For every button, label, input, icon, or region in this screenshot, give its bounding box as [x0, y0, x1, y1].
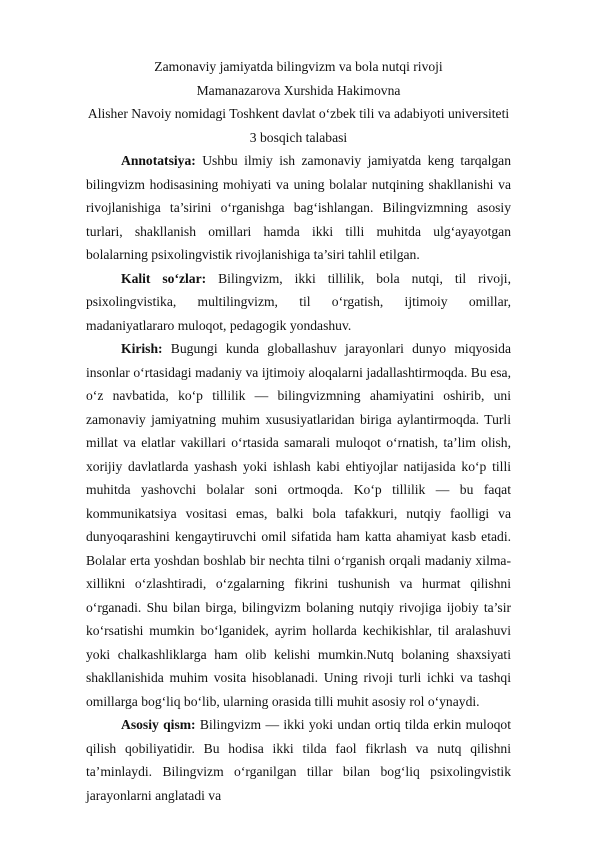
paper-title: Zamonaviy jamiyatda bilingvizm va bola nutqi rivoji: [154, 59, 443, 74]
annotation-text: Ushbu ilmiy ish zamonaviy jamiyatda keng tarqalgan bilingvizm hodisasining mohiyati va uning bolalar nutqining shakllanishi va rivojlanishiga ta’sirini o‘rganishga bag‘ishlangan. Bilingvizmning asosiy turlari, shakllanish omillari hamda ikki tilli muhitda ulg‘ayayotgan bolalarning psixolingvistik rivojlanishiga ta’siri tahlil etilgan.: [86, 153, 511, 262]
keywords-paragraph: [86, 267, 511, 338]
author-affiliation: Alisher Navoiy nomidagi Toshkent davlat o‘zbek tili va adabiyoti universiteti 3 bosqich talabasi: [87, 106, 510, 145]
annotation-paragraph: [86, 149, 511, 267]
paper-page: [86, 55, 511, 807]
introduction-label: Kirish:: [121, 341, 163, 356]
main-label: Asosiy qism:: [121, 717, 196, 732]
keywords-text: Bilingvizm, ikki tillilik, bola nutqi, til rivoji, psixolingvistika, multilingvizm, til o‘rgatish, ijtimoiy omillar, madaniyatlararo muloqot, pedagogik yondashuv.: [86, 270, 511, 333]
keywords-label: Kalit so‘zlar:: [121, 270, 207, 286]
introduction-paragraph: [86, 337, 511, 713]
main-text: Bilingvizm — ikki yoki undan ortiq tilda erkin muloqot qilish qobiliyatidir. Bu hodisa ikki tilda faol fikrlash va nutq qilishni ta’minlaydi. Bilingvizm o‘rganilgan tillar bilan bog‘liq psixolingvistik jarayonlarni anglatadi va: [86, 717, 511, 803]
introduction-text: Bugungi kunda globallashuv jarayonlari dunyo miqyosida insonlar o‘rtasidagi madaniy va ijtimoiy aloqalarni jadallashtirmoqda. Bu esa, o‘z navbatida, ko‘p tillilik — bilingvizmning ahamiyatini oshirib, uni zamonaviy jamiyatning muhim xususiyatlaridan biriga aylantirmoqda. Turli millat va elatlar vakillari o‘rtasida samarali muloqot o‘rnatish, ta’lim olish, xorijiy davlatlarda yashash yoki ishlash kabi ehtiyojlar natijasida ko‘p tilli muhitda yashovchi bolalar soni ortmoqda. Ko‘p tillilik — bu faqat kommunikatsiya vositasi emas, balki bola tafakkuri, nutqiy faolligi va dunyoqarashini kengaytiruvchi omil sifatida ham katta ahamiyat kasb etadi. Bolalar erta yoshdan boshlab bir nechta tilni o‘rganish orqali madaniy xilma-xillikni o‘zlashtiradi, o‘zgalarning fikrini tushunish va hurmat qilishni o‘rganadi. Shu bilan birga, bilingvizm bolaning nutqiy rivojiga ijobiy ta’sir ko‘rsatishi mumkin bo‘lganidek, ayrim hollarda kechikishlar, til aralashuvi yoki chalkashliklarga ham olib kelishi mumkin.Nutq bolaning shaxsiyati shakllanishida muhim vosita hisoblanadi. Uning rivoji turli ichki va tashqi omillarga bog‘liq bo‘lib, ularning orasida tilli muhit asosiy rol o‘ynaydi.: [86, 341, 511, 709]
author-name: Mamanazarova Xurshida Hakimovna: [196, 82, 401, 98]
main-paragraph: [86, 713, 511, 807]
annotation-label: Annotatsiya:: [121, 153, 196, 168]
